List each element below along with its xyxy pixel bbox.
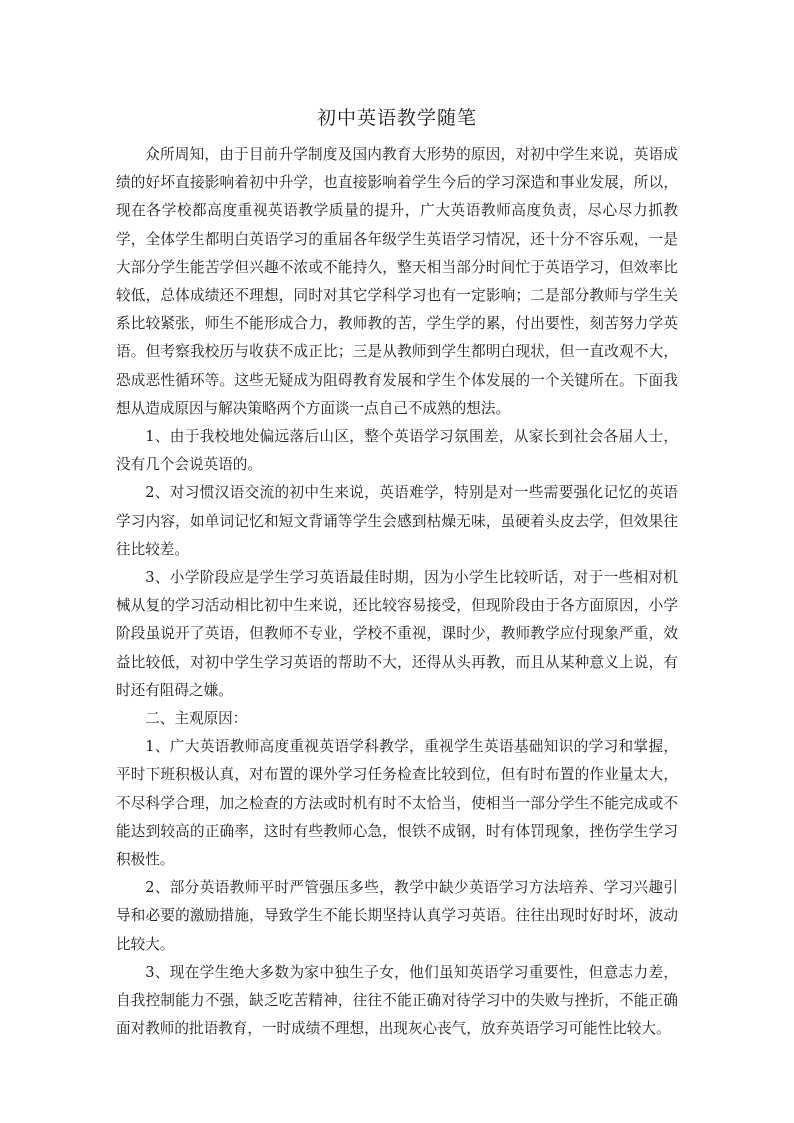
paragraph-objective-reason-3: 3、小学阶段应是学生学习英语最佳时期，因为小学生比较听话，对于一些相对机械从复的学习活动相比初中生来说，还比较容易接受，但现阶段由于各方面原因，小学阶段虽说开了英语，但教师不专业，学校不重视，课时少，教师教学应付现象严重，效益比较低，对初中学生学习英语的帮助不大，还得从头再教，而且从某种意义上说，有时还有阻碍之嫌。 <box>116 569 678 699</box>
paragraph-subjective-reason-3: 3、现在学生绝大多数为家中独生子女，他们虽知英语学习重要性，但意志力差，自我控制能力不强，缺乏吃苦精神，往往不能正确对待学习中的失败与挫折，不能正确面对教师的批语教育，一时成绩不理想，出现灰心丧气，放弃英语学习可能性比较大。 <box>116 963 678 1038</box>
paragraph-subjective-reason-2: 2、部分英语教师平时严管强压多些，教学中缺少英语学习方法培养、学习兴趣引导和必要的激励措施，导致学生不能长期坚持认真学习英语。往往出现时好时坏，波动比较大。 <box>116 879 678 953</box>
paragraph-subjective-reason-1: 1、广大英语教师高度重视英语学科教学，重视学生英语基础知识的学习和掌握，平时下班积极认真，对布置的课外学习任务检查比较到位，但有时布置的作业量太大，不尽科学合理，加之检查的方法或时机有时不太恰当，使相当一部分学生不能完成或不能达到较高的正确率，这时有些教师心急，恨铁不成钢，时有体罚现象，挫伤学生学习积极性。 <box>116 738 678 869</box>
section-heading-subjective-reasons: 二、主观原因： <box>145 710 248 728</box>
document-body <box>116 141 678 1044</box>
paragraph-objective-reason-1: 1、由于我校地处偏远落后山区，整个英语学习氛围差，从家长到社会各届人士，没有几个会说英语的。 <box>116 428 678 474</box>
document-title: 初中英语教学随笔 <box>316 107 477 129</box>
paragraph-intro: 众所周知，由于目前升学制度及国内教育大形势的原因，对初中学生来说，英语成绩的好坏直接影响着初中升学，也直接影响着学生今后的学习深造和事业发展，所以，现在各学校都高度重视英语教学质量的提升，广大英语教师高度负责，尽心尽力抓教学，全体学生都明白英语学习的重届各年级学生英语学习情况，还十分不容乐观，一是大部分学生能苦学但兴趣不浓或不能持久，整天相当部分时间忙于英语学习，但效率比较低，总体成绩还不理想，同时对其它学科学习也有一定影响；二是部分教师与学生关系比较紧张，师生不能形成合力，教师教的苦，学生学的累，付出要性，刻苦努力学英语。但考察我校历与收获不成正比；三是从教师到学生都明白现状，但一直改观不大，恐成恶性循环等。这些无疑成为阻碍教育发展和学生个体发展的一个关键所在。下面我想从造成原因与解决策略两个方面谈一点自己不成熟的想法。 <box>116 146 678 417</box>
paragraph-objective-reason-2: 2、对习惯汉语交流的初中生来说，英语难学，特别是对一些需要强化记忆的英语学习内容，如单词记忆和短文背诵等学生会感到枯燥无味，虽硬着头皮去学，但效果往往比较差。 <box>116 484 678 558</box>
